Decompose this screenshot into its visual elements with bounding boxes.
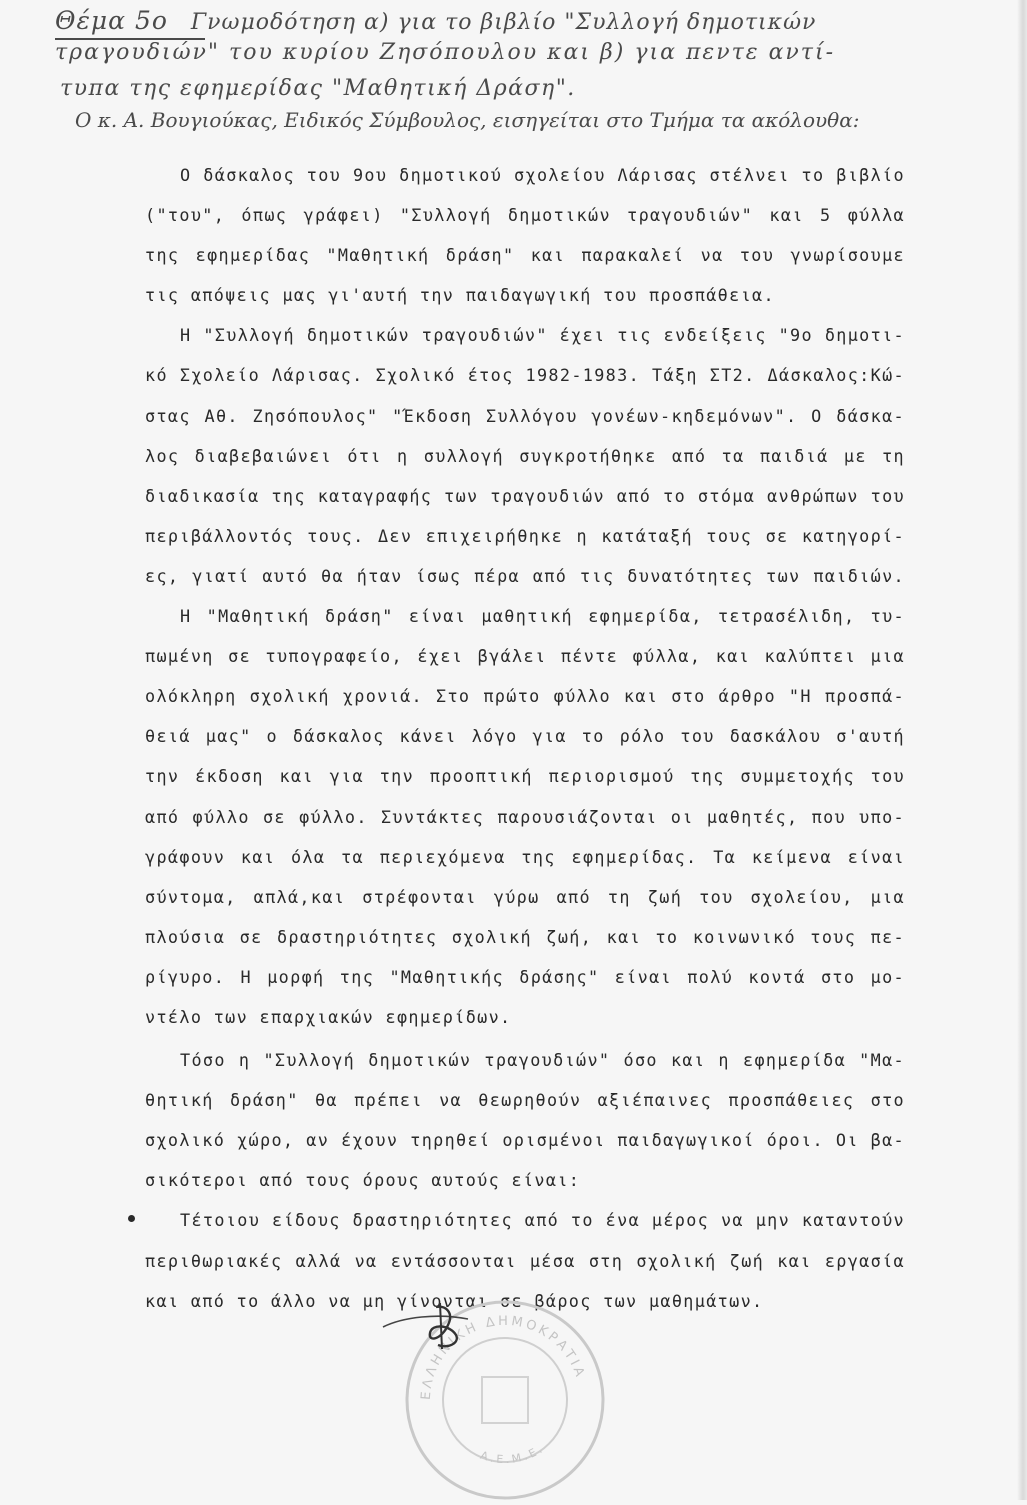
text-line: από φύλλο σε φύλλο. Συντάκτες παρουσιάζονται οι μαθητές, που υπο- [145, 806, 905, 827]
text-line: πλούσια σε δραστηριότητες σχολική ζωή, και το κοινωνικό τους πε- [145, 926, 905, 947]
bullet-item [145, 1200, 905, 1240]
text-line: και από το άλλο να μη γίνονται σε βάρος των μαθημάτων. [145, 1290, 764, 1311]
bullet-dot [128, 1215, 135, 1222]
text-line: ντέλο των επαρχιακών εφημερίδων. [145, 1006, 512, 1027]
text-line: πωμένη σε τυπογραφείο, έχει βγάλει πέντε φύλλα, και καλύπτει μια [145, 646, 905, 667]
handwritten-topic-label: Θέμα 5ο [55, 6, 168, 35]
text-line: διαδικασία της καταγραφής των τραγουδιών από το στόμα ανθρώπων του [145, 485, 905, 506]
page-edge-shadow [1017, 0, 1027, 1500]
text-line: θειά μας" ο δάσκαλος κάνει λόγο για το ρόλο του δασκάλου σ'αυτή [145, 726, 905, 747]
text-line: γράφουν και όλα τα περιεχόμενα της εφημερίδας. Τα κείμενα είναι [145, 846, 905, 867]
handwritten-line-1-text: Γνωμοδότηση α) για το βιβλίο "Συλλογή δημοτικών [190, 10, 817, 35]
text-line: σχολικό χώρο, αν έχουν τηρηθεί ορισμένοι παιδαγωγικοί όροι. Οι βα- [145, 1130, 905, 1151]
handwritten-note [55, 0, 1020, 150]
text-line: σύντομα, απλά,και στρέφονται γύρω από τη ζωή του σχολείου, μια [145, 886, 905, 907]
text-line: ολόκληρη σχολική χρονιά. Στο πρώτο φύλλο και στο άρθρο "Η προσπά- [145, 686, 905, 707]
text-line: ("του", όπως γράφει) "Συλλογή δημοτικών τραγουδιών" και 5 φύλλα [145, 205, 905, 226]
text-line: περιθωριακές αλλά να εντάσσονται μέσα στη σχολική ζωή και εργασία [145, 1250, 905, 1271]
text-line: Η "Μαθητική δράση" είναι μαθητική εφημερίδα, τετρασέλιδη, τυ- [180, 606, 905, 627]
handwritten-line-2: τραγουδιών" του κυρίου Ζησόπουλου και β) για πεντε αντί- [55, 40, 836, 65]
stamp-bottom-text: Α.Ε.Μ.Ε. [478, 1441, 547, 1467]
stamp-top-text: ΕΛΛΗΝΙΚΗ ΔΗΜΟΚΡΑΤΙΑ [418, 1313, 588, 1401]
text-line: την έκδοση και για την προοπτική περιορισμού της συμμετοχής του [145, 766, 905, 787]
text-line: ες, γιατί αυτό θα ήταν ίσως πέρα από τις δυνατότητες των παιδιών. [145, 565, 905, 586]
text-line: Τόσο η "Συλλογή δημοτικών τραγουδιών" όσο και η εφημερίδα "Μα- [180, 1050, 905, 1071]
text-line: περιβάλλοντός τους. Δεν επιχειρήθηκε η κατάταξή τους σε κατηγορί- [145, 525, 905, 546]
text-line: τις απόψεις μας γι'αυτή την παιδαγωγική του προσπάθεια. [145, 285, 775, 306]
text-line: Η "Συλλογή δημοτικών τραγουδιών" έχει τις ενδείξεις "9ο δημοτι- [180, 325, 905, 346]
text-line: στας Αθ. Ζησόπουλος" "Έκδοση Συλλόγου γονέων-κηδεμόνων". Ο δάσκα- [145, 405, 905, 426]
text-line: σικότεροι από τους όρους αυτούς είναι: [145, 1170, 581, 1191]
handwritten-line-3: τυπα της εφημερίδας "Μαθητική Δράση". [60, 76, 576, 101]
text-line: κό Σχολείο Λάρισας. Σχολικό έτος 1982-1983. Τάξη ΣΤ2. Δάσκαλος:Κώ- [145, 365, 905, 386]
handwritten-initials [378, 1295, 473, 1355]
text-line: θητική δράση" θα πρέπει να θεωρηθούν αξιέπαινες προσπάθειες στο [145, 1090, 905, 1111]
text-line: λος διαβεβαιώνει ότι η συλλογή συγκροτήθηκε από τα παιδιά με τη [145, 445, 905, 466]
text-line: ρίγυρο. Η μορφή της "Μαθητικής δράσης" είναι πολύ κοντά στο μο- [145, 966, 905, 987]
handwritten-line-4: Ο κ. Α. Βουγιούκας, Ειδικός Σύμβουλος, εισηγείται στο Τμήμα τα ακόλουθα: [75, 108, 860, 132]
typed-body [145, 155, 905, 1321]
text-line: της εφημερίδας "Μαθητική δράση" και παρακαλεί να του γνωρίσουμε [145, 245, 905, 266]
text-line: Ο δάσκαλος του 9ου δημοτικού σχολείου Λάρισας στέλνει το βιβλίο [180, 165, 905, 185]
handwritten-line-1 [55, 6, 816, 35]
bullet-text: Τέτοιου είδους δραστηριότητες από το ένα μέρος να μην καταντούν [180, 1210, 905, 1231]
